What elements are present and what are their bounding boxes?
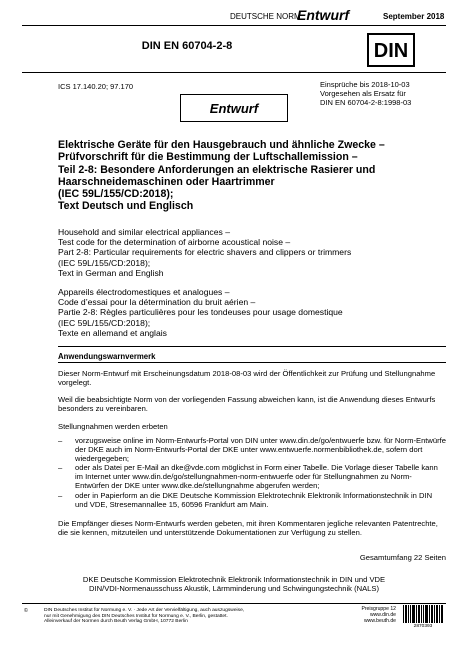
din-logo [367, 33, 415, 67]
document-number: DIN EN 60704-2-8 [141, 40, 233, 52]
header-rule [22, 72, 446, 73]
din-logo-graphic [371, 37, 411, 63]
publication-date: September 2018 [383, 12, 445, 21]
price-info [320, 606, 396, 625]
draft-stamp-box [180, 94, 288, 122]
replacement-standard: DIN EN 60704-2-8:1998-03 [320, 98, 412, 107]
title-fr-line: Code d’essai pour la détermination du bruit aérien – [58, 297, 256, 308]
list-item-text: oder als Datei per E-Mail an dke@vde.com möglichst in Form einer Tabelle. Die Vorlage dieser Tabelle kann im Internet unter www.din.de/go/stellungnahmen-norm-entwuerfe oder für Stellungnahmen zu Norm-Entwürfen der DKE unter www.dke.de/stellungnahme abgerufen werden; [75, 463, 438, 491]
note-paragraph: Weil die beabsichtigte Norm von der vorliegenden Fassung abweichen kann, ist die Anwendung dieses Entwurfs besonders zu vereinbaren. [58, 395, 436, 414]
price-group: Preisgruppe 12 [361, 606, 396, 612]
copyright-line: nur mit Genehmigung des DIN Deutsches Institut für Normung e. V., Berlin, gestattet. [44, 613, 228, 619]
title-english [58, 227, 448, 278]
footer-rule [22, 603, 446, 604]
copyright-line: DIN Deutsches Institut für Normung e. V. · Jede Art der Vervielfältigung, auch auszugsweise, [44, 608, 245, 613]
list-item-text: vorzugsweise online im Norm-Entwurfs-Portal von DIN unter www.din.de/go/entwuerfe bzw. für Norm-Entwürfe der DKE auch im Norm-Entwurfs-Portal der DKE unter www.entwuerfe.normenbibliothek.de, sofern dort wiedergegeben; [75, 436, 446, 464]
list-dash: – [58, 436, 63, 445]
title-fr-line: Texte en allemand et anglais [58, 327, 167, 338]
list-dash: – [58, 463, 63, 472]
beuth-website: www.beuth.de [364, 618, 396, 625]
note-heading-rule [58, 362, 446, 363]
note-paragraph: Dieser Norm-Entwurf mit Erscheinungsdatum 2018-08-03 wird der Öffentlichkeit zur Prüfung und Stellungnahme vorgelegt. [58, 369, 436, 388]
barcode-icon [403, 605, 443, 623]
title-german [58, 139, 448, 213]
draft-status-label: Entwurf [297, 7, 350, 23]
list-dash: – [58, 491, 63, 500]
title-fr-line: Appareils électrodomestiques et analogues – [58, 287, 230, 297]
title-en-line: Test code for the determination of airborne acoustical noise – [58, 237, 291, 248]
note-paragraph: Stellungnahmen werden erbeten [58, 422, 168, 431]
norm-type-label: DEUTSCHE NORM [230, 12, 301, 21]
title-en-line: Text in German and English [58, 267, 164, 278]
title-de-line: Haarschneidemaschinen oder Haartrimmer [58, 175, 275, 188]
title-de-line: Elektrische Geräte für den Hausgebrauch und ähnliche Zwecke – [58, 139, 385, 151]
list-item [58, 436, 446, 464]
din-logo-text: DIN [373, 40, 409, 62]
title-de-line: Teil 2-8: Besondere Anforderungen an elektrische Rasierer und [58, 163, 376, 176]
title-fr-line: (IEC 59L/155/CD:2018); [58, 317, 151, 328]
total-pages: Gesamtumfang 22 Seiten [359, 553, 446, 562]
document-code: 2870393 [413, 624, 433, 629]
title-en-line: Household and similar electrical appliances – [58, 227, 230, 237]
replacement-label: Vorgesehen als Ersatz für [320, 89, 406, 98]
din-website: www.din.de [369, 612, 396, 619]
title-en-line: (IEC 59L/155/CD:2018); [58, 257, 151, 268]
copyright-notice [44, 608, 304, 625]
copyright-line: Alleinverkauf der Normen durch Beuth Verlag GmbH, 10772 Berlin [44, 619, 188, 625]
title-fr-line: Partie 2-8: Règles particulières pour les tondeuses pour usage domestique [58, 307, 343, 318]
list-item [58, 491, 446, 509]
committee-line: DIN/VDI-Normenausschuss Akustik, Lärmminderung und Schwingungstechnik (NALS) [89, 584, 379, 594]
title-french [58, 287, 448, 338]
comments-deadline: Einsprüche bis 2018-10-03 [320, 80, 410, 89]
title-de-line: (IEC 59L/155/CD:2018); [58, 188, 174, 201]
title-de-line: Prüfvorschrift für die Bestimmung der Luftschallemission – [58, 151, 358, 164]
note-paragraph: Die Empfänger dieses Norm-Entwurfs werden gebeten, mit ihren Kommentaren jegliche relevanten Patentrechte, die sie kennen, mitzuteilen und unterstützende Dokumentationen zur Verfügung zu stellen. [58, 519, 438, 538]
application-note-heading: Anwendungswarnvermerk [58, 352, 156, 361]
top-rule [22, 25, 446, 26]
comment-info [320, 80, 411, 107]
note-top-rule [58, 346, 446, 347]
draft-stamp-text: Entwurf [209, 100, 259, 116]
ics-code: ICS 17.140.20; 97.170 [58, 82, 134, 91]
title-de-line: Text Deutsch und Englisch [58, 200, 194, 213]
title-en-line: Part 2-8: Particular requirements for electric shavers and clippers or trimmers [58, 247, 352, 258]
list-item [58, 463, 446, 491]
copyright-symbol: © [24, 608, 28, 614]
committee-info [22, 575, 446, 593]
committee-line: DKE Deutsche Kommission Elektrotechnik Elektronik Informationstechnik in DIN und VDE [82, 575, 386, 584]
list-item-text: oder in Papierform an die DKE Deutsche Kommission Elektrotechnik Elektronik Informationstechnik in DIN und VDE, Stresemannallee 15, 60596 Frankfurt am Main. [75, 491, 433, 510]
